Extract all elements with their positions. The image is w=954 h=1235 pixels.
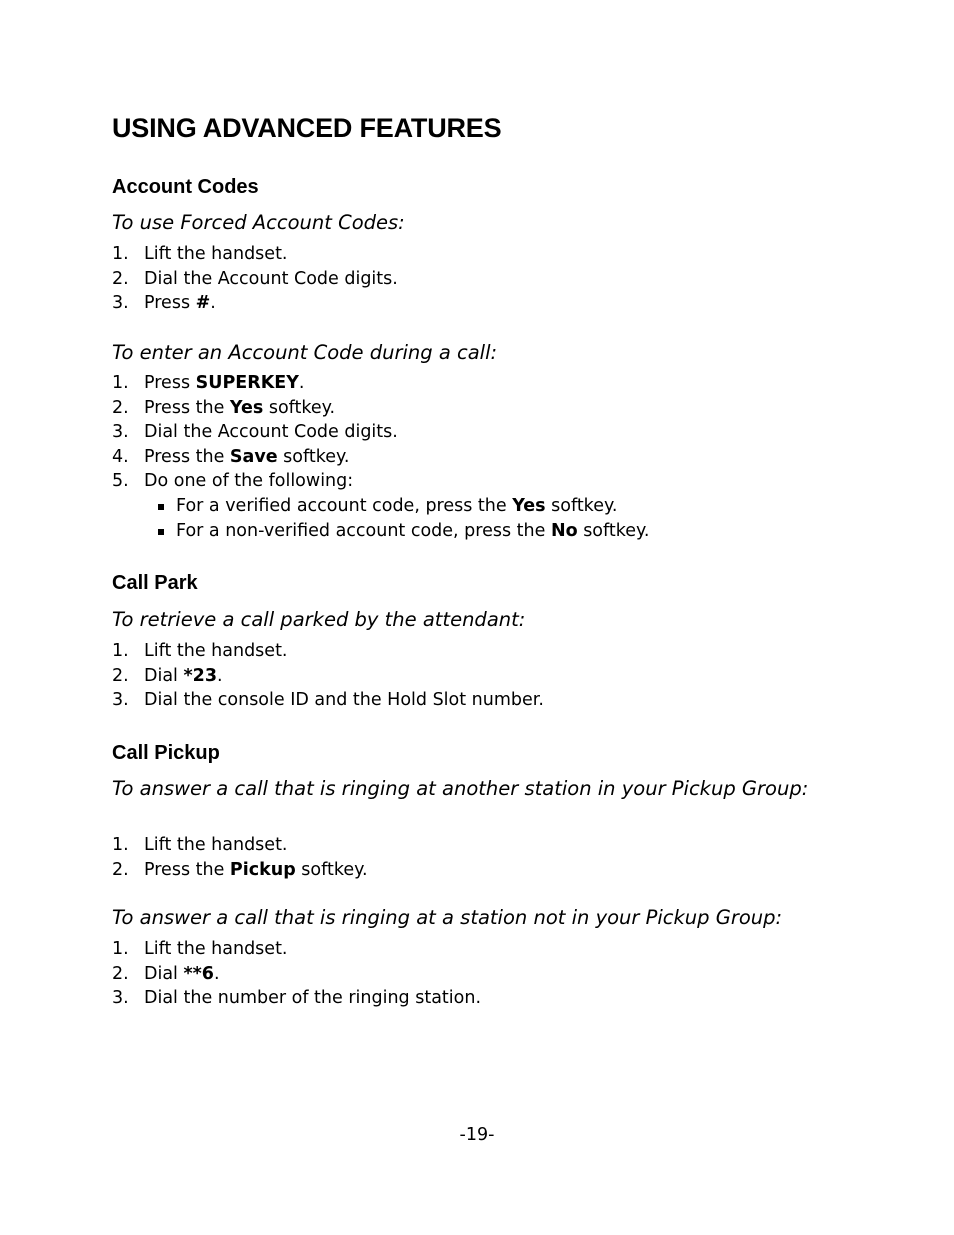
step-text-end: . (298, 373, 305, 393)
section-heading-call-park: Call Park (112, 572, 198, 594)
step-text: Lift the handset. (144, 244, 288, 264)
step-text: Dial the Account Code digits. (144, 268, 398, 289)
step-keyword: *23 (183, 665, 218, 686)
intro-forced-account-codes: To use Forced Account Codes: (112, 211, 405, 234)
sub-bullet-text: For a non-verified account code, press the (176, 520, 551, 541)
step-number: 3. (112, 988, 129, 1009)
step-number: 3. (112, 690, 129, 711)
step-number: 4. (112, 446, 129, 467)
sub-bullet-item (144, 494, 649, 519)
step-keyword: **6 (183, 963, 214, 984)
step-number: 2. (112, 268, 129, 289)
step-text-end: softkey. (295, 859, 368, 880)
intro-pickup-not-in-group: To answer a call that is ringing at a station not in your Pickup Group: (112, 906, 783, 929)
step-item (112, 858, 368, 883)
step-number: 1. (112, 641, 129, 661)
step-text: Dial the Account Code digits. (144, 422, 398, 443)
step-item (112, 291, 398, 316)
step-text: Press (144, 293, 196, 314)
step-number: 2. (112, 963, 129, 984)
step-text-end: softkey. (263, 397, 336, 418)
step-number: 5. (112, 471, 129, 492)
step-item (112, 639, 544, 664)
step-number: 1. (112, 835, 129, 855)
steps-pickup-in-group (112, 833, 368, 882)
step-item (112, 469, 649, 543)
step-number: 1. (112, 373, 129, 393)
step-item (112, 833, 368, 858)
intro-pickup-in-group: To answer a call that is ringing at another station in your Pickup Group: (112, 777, 809, 800)
step-text: Press the (144, 446, 230, 467)
step-text-end: . (213, 963, 220, 984)
step-item (112, 371, 649, 396)
intro-retrieve-parked-call: To retrieve a call parked by the attendant: (112, 608, 526, 631)
step-text-end: softkey. (277, 446, 350, 467)
page-number: -19- (459, 1125, 495, 1145)
page-title: USING ADVANCED FEATURES (112, 113, 502, 143)
square-bullet-icon (158, 504, 164, 510)
step-keyword: Pickup (229, 859, 296, 880)
intro-account-code-during-call: To enter an Account Code during a call: (112, 341, 498, 364)
step-item (112, 242, 398, 267)
steps-retrieve-parked-call (112, 639, 544, 713)
step-item (112, 445, 649, 470)
step-number: 2. (112, 397, 129, 418)
step-text: Dial the number of the ringing station. (144, 988, 482, 1009)
sub-bullet-text-end: softkey. (577, 520, 650, 541)
step-item (112, 396, 649, 421)
step-item (112, 664, 544, 689)
step-number: 3. (112, 422, 129, 443)
step-item (112, 962, 481, 987)
sub-bullet-list (144, 494, 649, 543)
step-item (112, 986, 481, 1011)
step-number: 3. (112, 293, 129, 314)
step-text: Press (144, 373, 196, 393)
step-number: 1. (112, 939, 129, 959)
steps-account-code-during-call (112, 371, 649, 543)
step-text: Press the (144, 397, 230, 418)
step-number: 2. (112, 665, 129, 686)
step-text-end: . (217, 665, 223, 686)
step-keyword: SUPERKEY (195, 373, 299, 393)
step-text: Do one of the following: (144, 471, 354, 492)
square-bullet-icon (158, 529, 164, 535)
step-text: Dial the console ID and the Hold Slot number. (144, 690, 544, 711)
sub-bullet-item (144, 519, 649, 544)
step-keyword: Save (229, 446, 278, 467)
step-text: Dial (144, 963, 184, 984)
sub-bullet-keyword: Yes (512, 495, 546, 516)
step-item (112, 420, 649, 445)
section-heading-call-pickup: Call Pickup (112, 742, 220, 764)
sub-bullet-text: For a verified account code, press the (176, 495, 513, 516)
step-text: Lift the handset. (144, 641, 288, 661)
step-text: Lift the handset. (144, 939, 288, 959)
step-text: Dial (144, 665, 184, 686)
step-text-end: . (210, 293, 216, 314)
step-text: Press the (144, 859, 230, 880)
step-item (112, 688, 544, 713)
step-item (112, 267, 398, 292)
step-number: 2. (112, 859, 129, 880)
step-text: Lift the handset. (144, 835, 288, 855)
steps-forced-account-codes (112, 242, 398, 316)
step-keyword: # (195, 293, 211, 314)
step-item (112, 937, 481, 962)
sub-bullet-keyword: No (550, 520, 578, 541)
sub-bullet-text-end: softkey. (545, 495, 618, 516)
step-keyword: Yes (229, 397, 264, 418)
step-number: 1. (112, 244, 129, 264)
steps-pickup-not-in-group (112, 937, 481, 1011)
section-heading-account-codes: Account Codes (112, 176, 259, 198)
